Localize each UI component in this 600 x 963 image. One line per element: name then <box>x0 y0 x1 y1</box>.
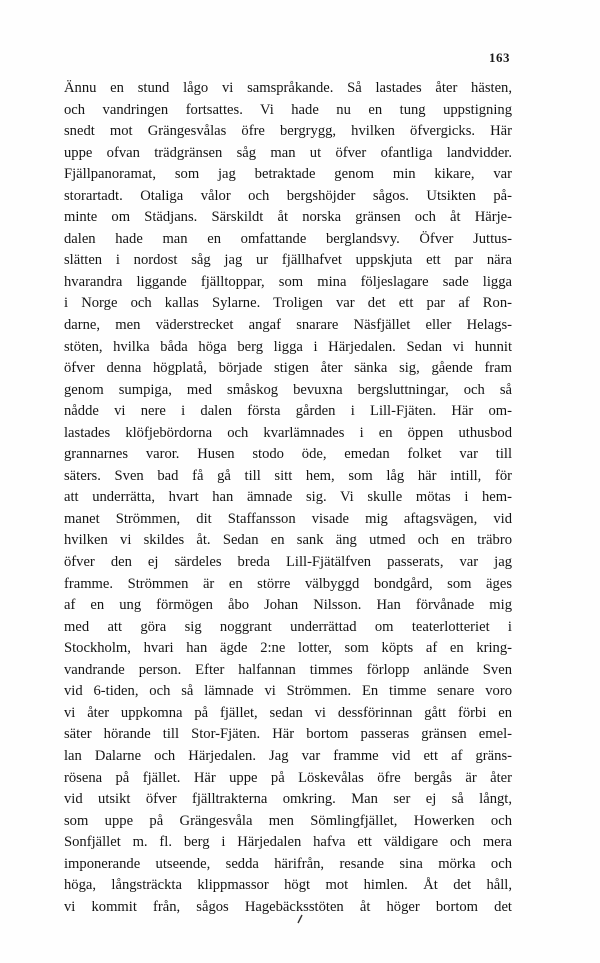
text-line: som uppe på Grängesvåla men Sömlingfjället, Howerken och <box>64 812 512 829</box>
text-line: storartadt. Otaliga vålor och bergshöjder sågos. Utsikten på- <box>64 187 512 204</box>
text-line: manet Strömmen, dit Staffansson visade mig aftagsvägen, vid <box>64 510 512 527</box>
text-line: Ännu en stund lågo vi samspråkande. Så lastades åter hästen, <box>64 80 512 96</box>
text-line: stöten, hvilka båda höga berg ligga i Härjedalen. Sedan vi hunnit <box>64 338 512 355</box>
text-line: darne, men väderstrecket angaf snarare Näsfjället eller Helags- <box>64 317 512 334</box>
page-number: 163 <box>489 50 510 65</box>
text-line: genom sumpiga, med småskog bevuxna bergsluttningar, och så <box>64 381 512 398</box>
text-line: vid 6-tiden, och så lämnade vi Strömmen. En timme senare voro <box>64 683 512 700</box>
text-line: vandrande person. Efter halfannan timmes förlopp anlände Sven <box>64 661 512 678</box>
text-line: uppe ofvan trädgränsen såg man ut öfver ofantliga landvidder. <box>64 144 512 161</box>
text-line: öfver den ej särdeles breda Lill-Fjätälfven passerats, var jag <box>64 554 512 571</box>
text-line: vi kommit från, sågos Hagebäcksstöten åt höger bortom det <box>64 898 512 915</box>
text-line: snedt mot Grängesvålas öfre bergrygg, hvilken öfvergicks. Här <box>64 123 512 140</box>
text-line: att underrätta, hvart han ämnade sig. Vi skulle mötas i hem- <box>64 489 512 506</box>
text-line: öfver denna högplatå, började stigen åter sänka sig, gående fram <box>64 360 512 377</box>
text-line: nådde vi nere i dalen första gården i Lill-Fjäten. Här om- <box>64 403 512 420</box>
text-line: säter hörande till Stor-Fjäten. Här bortom passeras gränsen emel- <box>64 726 512 743</box>
text-line: Sonfjället m. fl. berg i Härjedalen hafva ett väldigare och mera <box>64 834 512 851</box>
text-line: framme. Strömmen är en större välbyggd bondgård, som äges <box>64 575 512 592</box>
text-line: lastades klöfjebördorna och kvarlämnades i en öppen uthusbod <box>64 424 512 441</box>
ink-speck-mark <box>296 914 304 924</box>
text-line: vi åter uppkomna på fjället, sedan vi dessförinnan gått förbi en <box>64 704 512 721</box>
text-line: säters. Sven bad få gå till sitt hem, som låg här intill, för <box>64 467 512 484</box>
text-line: hvilken vi skildes åt. Sedan en sank äng utmed och en träbro <box>64 532 512 549</box>
text-line: dalen hade man en omfattande berglandsvy. Öfver Juttus- <box>64 230 512 247</box>
text-line: grannarnes varor. Husen stodo öde, emedan folket var till <box>64 446 512 463</box>
text-line: slätten i nordost såg jag ur fjällhafvet uppskjuta ett par nära <box>64 252 512 269</box>
text-line: Stockholm, hvari han ägde 2:ne lotter, som köpts af en kring- <box>64 640 512 657</box>
text-line: rösena på fjället. Här uppe på Löskevålas öfre bergås är åter <box>64 769 512 786</box>
text-line: vid utsikt öfver fjälltrakterna omkring. Man ser ej så långt, <box>64 791 512 808</box>
text-line: imponerande utseende, sedda härifrån, resande sina mörka och <box>64 855 512 872</box>
text-line: lan Dalarne och Härjedalen. Jag var framme vid ett af gräns- <box>64 747 512 764</box>
text-line: i Norge och kallas Sylarne. Troligen var det ett par af Ron- <box>64 295 512 312</box>
text-line: och vandringen fortsattes. Vi hade nu en tung uppstigning <box>64 101 512 118</box>
body-text <box>64 78 512 918</box>
text-line: af en ung förmögen åbo Johan Nilsson. Han förvånade mig <box>64 597 512 614</box>
text-line: Fjällpanoramat, som jag betraktade genom min kikare, var <box>64 166 512 183</box>
text-line: med att göra sig noggrant underrättad om teaterlotteriet i <box>64 618 512 635</box>
text-line: hvarandra liggande fjälltoppar, som mina följeslagare sade ligga <box>64 273 512 290</box>
text-line: minte om Städjans. Särskildt åt norska gränsen och åt Härje- <box>64 209 512 226</box>
text-line: höga, långsträckta klippmassor högt mot himlen. Åt det håll, <box>64 877 512 894</box>
